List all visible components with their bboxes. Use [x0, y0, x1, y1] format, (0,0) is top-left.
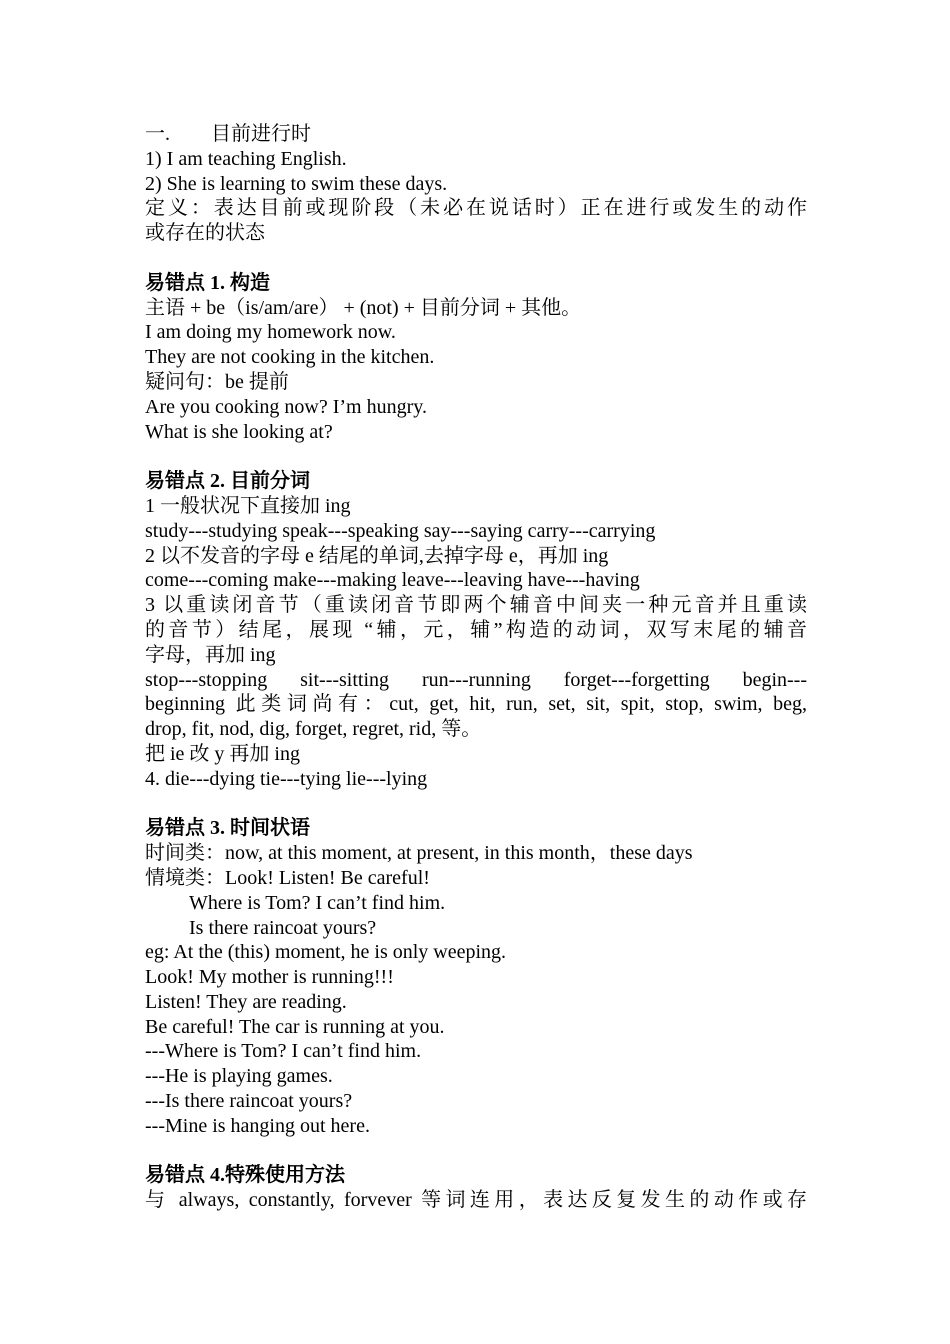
text-line: study---studying speak---speaking say---saying carry---carrying	[145, 519, 656, 542]
text-line: 主语 + be（is/am/are） + (not) + 目前分词 + 其他。	[145, 296, 582, 319]
spacer	[145, 1139, 807, 1164]
example-line: ---Is there raincoat yours?	[145, 1090, 353, 1113]
text-line: stop---stopping sit---sitting run---running forget---forgetting begin---	[145, 668, 807, 691]
text-line: beginning 此类词尚有：cut, get, hit, run, set, sit, spit, stop, swim, beg,	[145, 693, 807, 716]
point-1-heading: 易错点 1. 构造	[145, 271, 270, 294]
example-line: Listen! They are reading.	[145, 990, 347, 1013]
text-line: 的音节）结尾，展现 “辅，元，辅”构造的动词，双写末尾的辅音	[145, 618, 807, 641]
example-line: Look! My mother is running!!!	[145, 966, 394, 989]
spacer	[145, 246, 807, 271]
text-line: 与 always, constantly, forvever 等词连用，表达反复发生的动作或存	[145, 1189, 807, 1212]
text-line: 情境类：Look! Listen! Be careful!	[145, 866, 430, 889]
indented-line: Is there raincoat yours?	[189, 916, 377, 939]
example-line: eg: At the (this) moment, he is only weeping.	[145, 941, 507, 964]
point-4-heading: 易错点 4.特殊使用方法	[145, 1164, 345, 1187]
spacer	[145, 444, 807, 469]
text-line: What is she looking at?	[145, 420, 333, 443]
text-line: 疑问句：be 提前	[145, 370, 289, 393]
text-line: 把 ie 改 y 再加 ing	[145, 742, 300, 765]
point-3-heading: 易错点 3. 时间状语	[145, 817, 310, 840]
text-line: 2 以不发音的字母 e 结尾的单词,去掉字母 e，再加 ing	[145, 544, 609, 567]
text-line: 1 一般状况下直接加 ing	[145, 494, 351, 517]
document-page	[145, 122, 807, 1213]
example-line: ---He is playing games.	[145, 1065, 333, 1088]
text-line: 字母，再加 ing	[145, 643, 276, 666]
text-line: They are not cooking in the kitchen.	[145, 346, 435, 369]
indented-line: Where is Tom? I can’t find him.	[189, 891, 446, 914]
definition-line: 定义：表达目前或现阶段（未必在说话时）正在进行或发生的动作	[145, 197, 807, 220]
section-heading	[145, 122, 807, 147]
point-2-heading: 易错点 2. 目前分词	[145, 470, 310, 493]
section-title: 目前进行时	[211, 123, 311, 145]
text-line: I am doing my homework now.	[145, 321, 396, 344]
text-line: 时间类：now, at this moment, at present, in this month，these days	[145, 842, 693, 865]
text-line: come---coming make---making leave---leaving have---having	[145, 569, 640, 592]
text-line: 3 以重读闭音节（重读闭音节即两个辅音中间夹一种元音并且重读	[145, 594, 807, 617]
example-line: 1) I am teaching English.	[145, 147, 347, 170]
spacer	[145, 792, 807, 817]
example-line: 2) She is learning to swim these days.	[145, 172, 448, 195]
definition-line: 或存在的状态	[145, 222, 265, 245]
text-line: 4. die---dying tie---tying lie---lying	[145, 767, 428, 790]
example-line: ---Mine is hanging out here.	[145, 1114, 370, 1137]
text-line: Are you cooking now? I’m hungry.	[145, 395, 427, 418]
example-line: Be careful! The car is running at you.	[145, 1015, 445, 1038]
text-line: drop, fit, nod, dig, forget, regret, rid, 等。	[145, 718, 482, 741]
section-number: 一.	[145, 123, 170, 145]
example-line: ---Where is Tom? I can’t find him.	[145, 1040, 422, 1063]
